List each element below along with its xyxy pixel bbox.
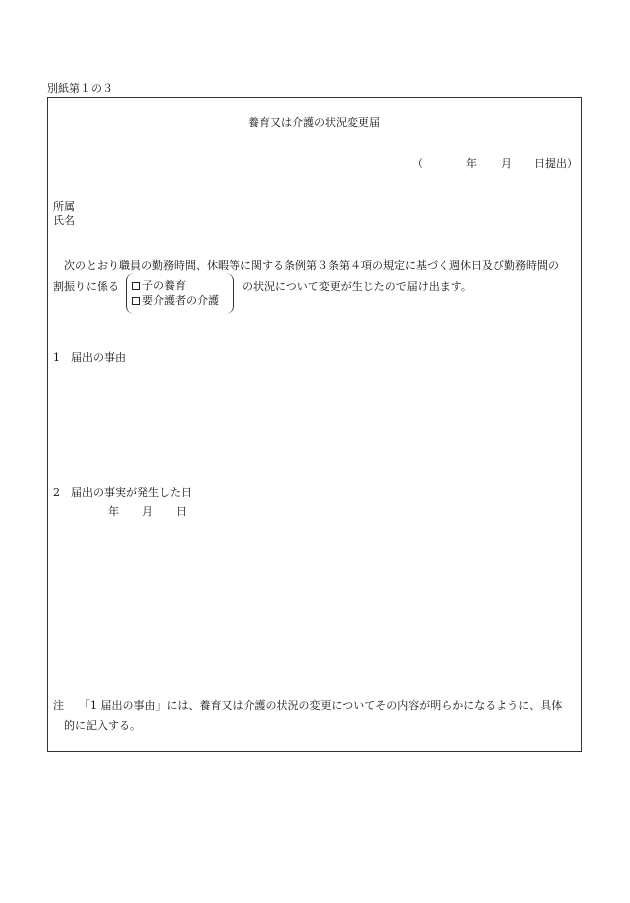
section-1-heading <box>53 352 126 363</box>
form-title: 養育又は介護の状況変更届 <box>248 116 380 129</box>
note-line-1: 「1 届出の事由」には、養育又は介護の状況の変更についてその内容が明らかになるように、具体 <box>79 699 563 712</box>
body-line-2-prefix: 割振りに係る <box>53 280 119 293</box>
section-2-heading <box>53 487 192 498</box>
occurrence-month-unit: 月 <box>142 505 153 518</box>
form-frame <box>47 97 582 752</box>
occurrence-day-unit: 日 <box>176 505 187 518</box>
note-label: 注 <box>53 699 64 712</box>
date-month-unit: 月 <box>501 157 512 170</box>
affiliation-label: 所属 <box>53 200 75 213</box>
body-line-1: 次のとおり職員の勤務時間、休暇等に関する条例第３条第４項の規定に基づく週休日及び勤務時間の <box>64 259 559 272</box>
section-1-number: 1 <box>53 351 60 364</box>
option-nursing-care[interactable] <box>132 295 219 306</box>
name-label: 氏名 <box>53 214 75 227</box>
occurrence-year-unit: 年 <box>108 505 119 518</box>
section-1-title: 届出の事由 <box>71 351 126 364</box>
date-day-submit: 日提出） <box>534 157 578 170</box>
checkbox-nursing-care[interactable] <box>132 297 140 305</box>
section-2-number: 2 <box>53 486 60 499</box>
option-nursing-care-label: 要介護者の介護 <box>142 294 219 307</box>
option-child-care-label: 子の養育 <box>142 279 186 292</box>
checkbox-child-care[interactable] <box>132 282 140 290</box>
attachment-label: 別紙第１の３ <box>47 82 113 95</box>
section-2-title: 届出の事実が発生した日 <box>71 486 192 499</box>
option-child-care[interactable] <box>132 280 186 291</box>
note-line-2: 的に記入する。 <box>64 719 141 732</box>
date-open-paren: （ <box>412 157 423 170</box>
body-line-2-suffix: の状況について変更が生じたので届け出ます。 <box>242 280 472 293</box>
date-year-unit: 年 <box>466 157 477 170</box>
